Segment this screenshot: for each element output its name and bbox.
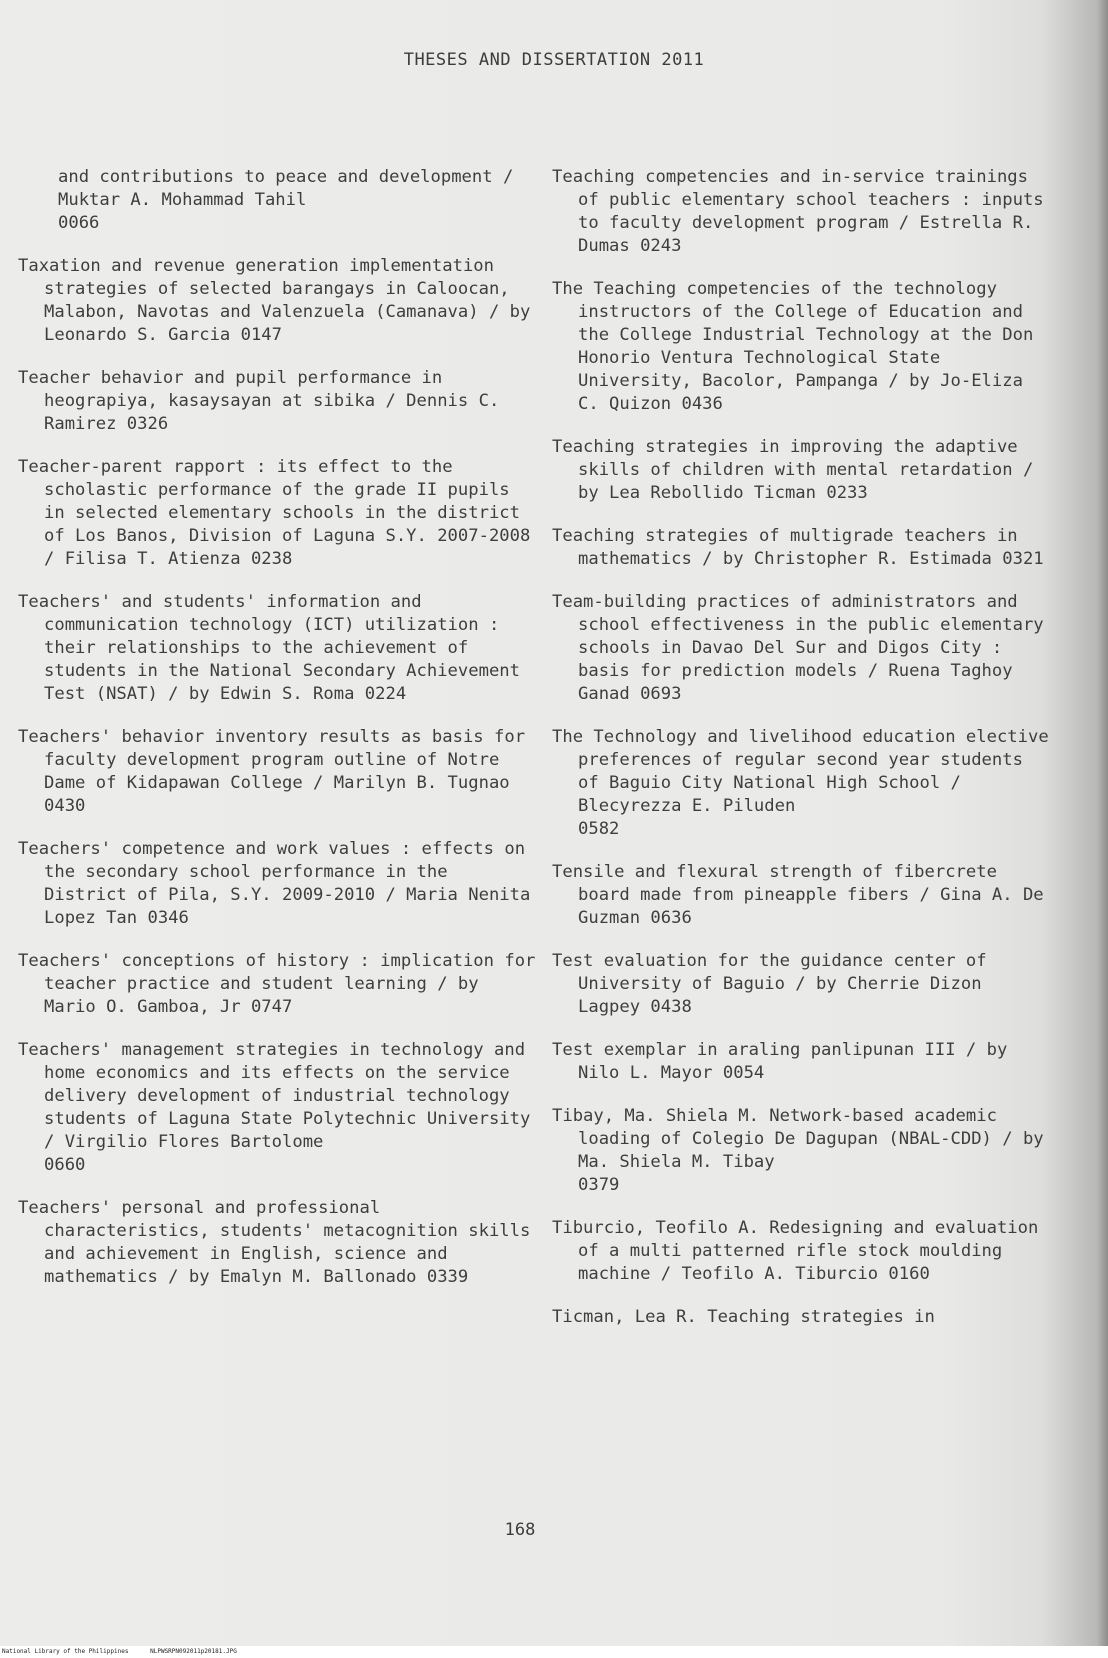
bibliography-entry: Tibay, Ma. Shiela M. Network-based academic loading of Colegio De Dagupan (NBAL-CDD) / by Ma. Shiela M. Tibay 0379 [552,1106,1044,1195]
scan-footer-text [2,1648,237,1655]
page-number: 168 [504,1520,536,1540]
page-header: THESES AND DISSERTATION 2011 [403,50,705,70]
bibliography-entry: and contributions to peace and development / Muktar A. Mohammad Tahil 0066 [58,167,514,233]
bibliography-entry: Taxation and revenue generation implementation strategies of selected barangays in Caloocan, Malabon, Navotas and Valenzuela (Camanava) / by Leonardo S. Garcia 0147 [18,256,541,345]
bibliography-entry: Teaching competencies and in-service trainings of public elementary school teachers : inputs to faculty development program / Estrella R. Dumas 0243 [552,167,1055,256]
bibliography-entry: Teachers' competence and work values : effects on the secondary school performance in the District of Pila, S.Y. 2009-2010 / Maria Nenita Lopez Tan 0346 [18,839,541,928]
bibliography-entry: Test evaluation for the guidance center of University of Baguio / by Cherrie Dizon Lagpey 0438 [552,951,997,1017]
bibliography-entry: Teachers' behavior inventory results as basis for faculty development program outline of Notre Dame of Kidapawan College / Marilyn B. Tugnao 0430 [18,727,536,816]
bibliography-entry: Teaching strategies of multigrade teachers in mathematics / by Christopher R. Estimada 0321 [552,526,1044,569]
bibliography-entry: Teacher-parent rapport : its effect to the scholastic performance of the grade II pupils in selected elementary schools in the district of Los Banos, Division of Laguna S.Y. 2007-2008 / Filisa T. Atienza 0238 [18,457,541,569]
left-column [18,166,546,1309]
bibliography-entry: Test exemplar in araling panlipunan III / by Nilo L. Mayor 0054 [552,1040,1018,1083]
bibliography-entry: Teachers' conceptions of history : implication for teacher practice and student learning / by Mario O. Gamboa, Jr 0747 [18,951,546,1017]
footer-library: National Library of the Philippines [2,1648,129,1655]
bibliography-entry: Tiburcio, Teofilo A. Redesigning and evaluation of a multi patterned rifle stock moulding machine / Teofilo A. Tiburcio 0160 [552,1218,1049,1284]
bibliography-entry: The Teaching competencies of the technology instructors of the College of Education and the College Industrial Technology at the Don Honorio Ventura Technological State University, Bacolor, Pampanga / by Jo-Eliza C. Quizon 0436 [552,279,1044,414]
bibliography-entry: Teacher behavior and pupil performance in heograpiya, kasaysayan at sibika / Dennis C. Ramirez 0326 [18,368,510,434]
bibliography-entry: Teachers' management strategies in technology and home economics and its effects on the service delivery development of industrial technology students of Laguna State Polytechnic University / Virgilio Flores Bartolome 0660 [18,1040,531,1175]
bibliography-entry: Team-building practices of administrators and school effectiveness in the public elementary schools in Davao Del Sur and Digos City : basis for prediction models / Ruena Taghoy Ganad 0693 [552,592,1055,704]
right-column [552,166,1055,1349]
bibliography-entry: The Technology and livelihood education elective preferences of regular second year students of Baguio City National High School / Blecyrezza E. Piluden 0582 [552,727,1049,839]
bibliography-entry: Teaching strategies in improving the adaptive skills of children with mental retardation / by Lea Rebollido Ticman 0233 [552,437,1044,503]
bibliography-entry: Ticman, Lea R. Teaching strategies in [552,1307,935,1327]
bibliography-entry: Tensile and flexural strength of fibercrete board made from pineapple fibers / Gina A. De Guzman 0636 [552,862,1055,928]
bibliography-entry: Teachers' and students' information and communication technology (ICT) utilization : their relationships to the achievement of students in the National Secondary Achievement Test (NSAT) / by Edwin S. Roma 0224 [18,592,531,704]
footer-file: NLPWSRPN092011p20181.JPG [150,1648,237,1655]
bibliography-entry: Teachers' personal and professional characteristics, students' metacognition skills and achievement in English, science and mathematics / by Emalyn M. Ballonado 0339 [18,1198,541,1287]
